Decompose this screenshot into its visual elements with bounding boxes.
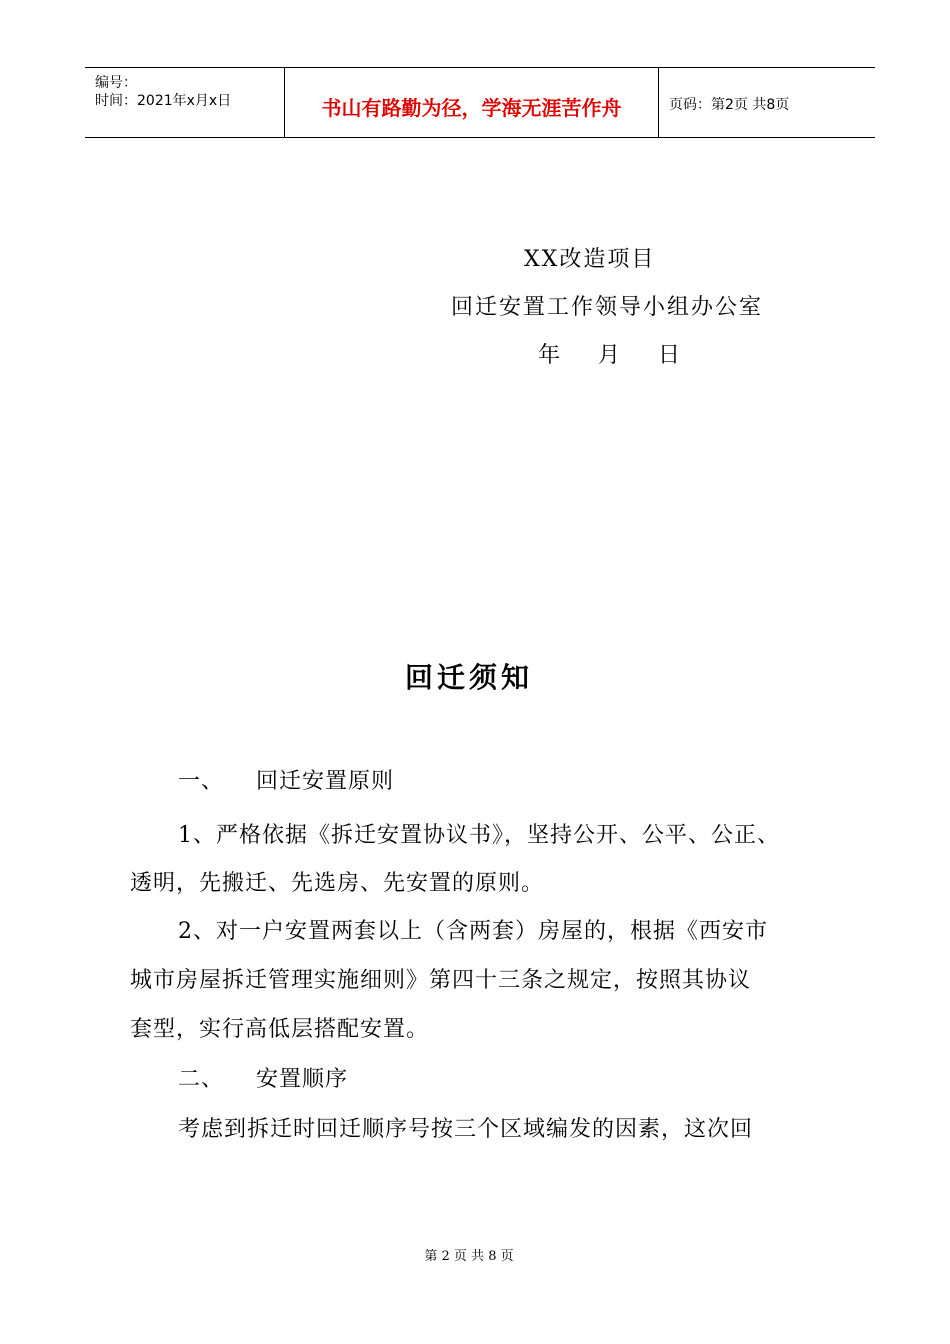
serial-label: 编号：	[95, 75, 137, 91]
section-number: 一、	[178, 769, 225, 794]
paragraph-line: 城市房屋拆迁管理实施细则》第四十三条之规定，按照其协议	[130, 968, 752, 993]
motto-text: 书山有路勤为径，学海无涯苦作舟	[321, 96, 622, 120]
signature-office: 回迁安置工作领导小组办公室	[451, 295, 764, 320]
date-label: 时间：2021年x月x日	[95, 93, 232, 109]
section-title: 安置顺序	[256, 1067, 349, 1092]
header-right-cell	[659, 68, 875, 137]
header-middle-cell	[285, 68, 659, 137]
section-heading-2	[178, 1062, 348, 1093]
signature-date: 年 月 日	[538, 343, 682, 368]
paragraph-line: 2、对一户安置两套以上（含两套）房屋的，根据《西安市	[178, 919, 768, 944]
paragraph-line: 1、严格依据《拆迁安置协议书》，坚持公开、公平、公正、	[178, 823, 780, 848]
header-left-cell	[85, 68, 285, 137]
section-number: 二、	[178, 1067, 225, 1092]
section-title: 回迁安置原则	[256, 769, 395, 794]
page-footer: 第 2 页 共 8 页	[424, 1249, 514, 1264]
header-table	[85, 67, 875, 138]
paragraph-line: 透明，先搬迁、先选房、先安置的原则。	[130, 871, 545, 896]
document-title: 回迁须知	[404, 661, 533, 694]
signature-project: XX改造项目	[524, 247, 656, 272]
section-heading-1	[178, 764, 394, 795]
paragraph-line: 考虑到拆迁时回迁顺序号按三个区域编发的因素，这次回	[178, 1117, 754, 1142]
page-info: 页码：第2页 共8页	[669, 97, 790, 113]
paragraph-line: 套型，实行高低层搭配安置。	[130, 1017, 430, 1042]
